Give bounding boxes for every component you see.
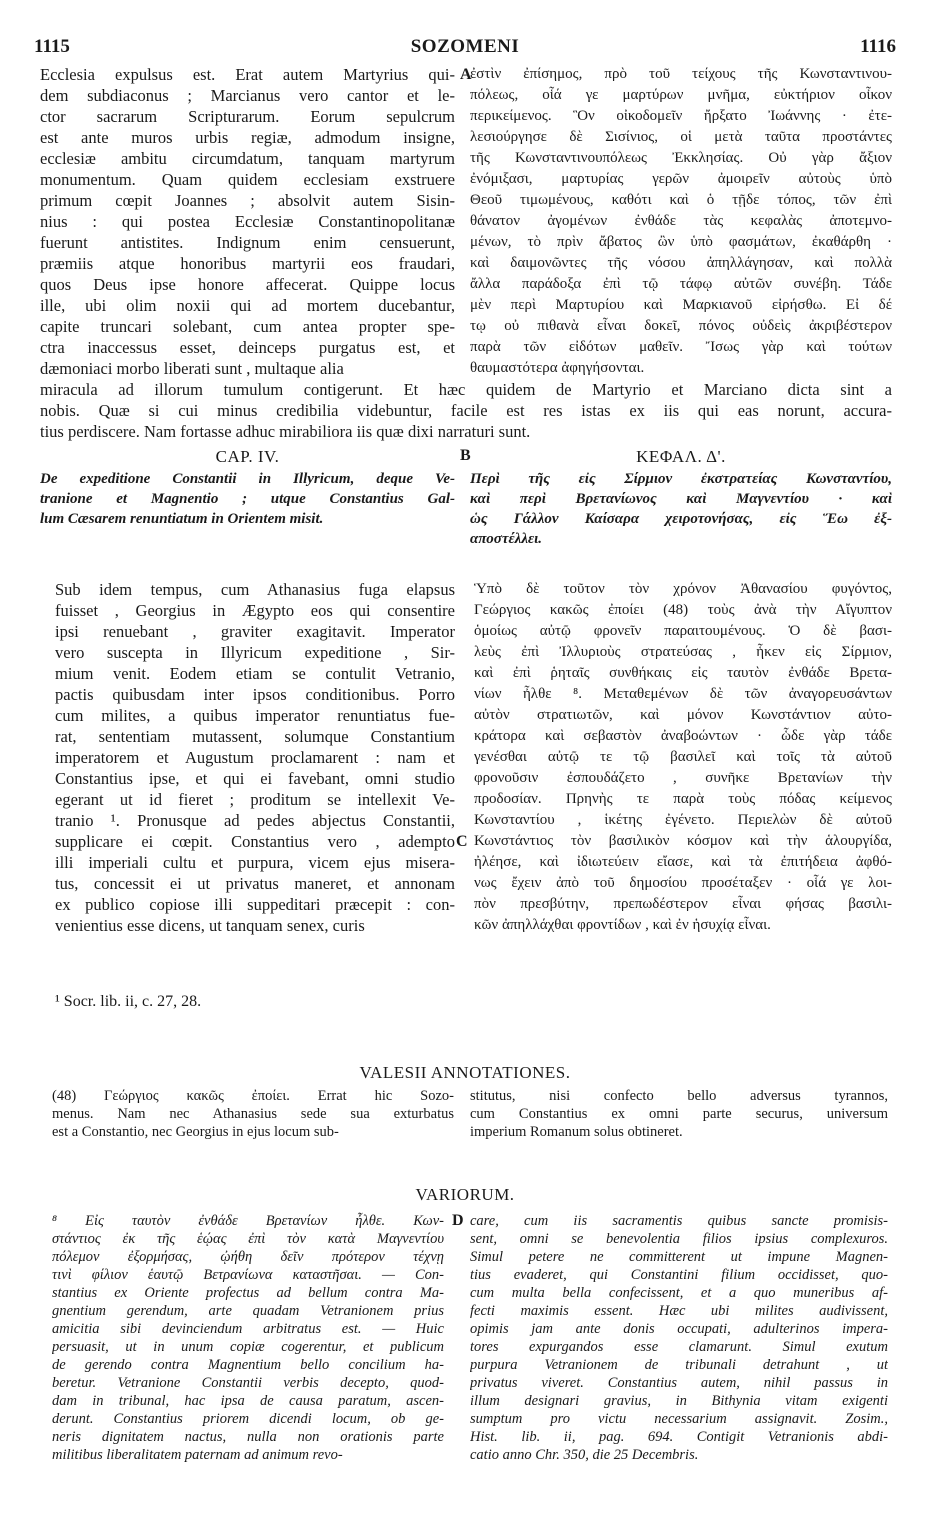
variorum-right-column-line: sumptum pro victu necessarium assignavit. Zosim., xyxy=(470,1411,888,1427)
latin-top-column-line: ecclesiæ ambitu circumdatum, tanquam martyrum xyxy=(40,149,455,168)
valesii-right-column-line: cum Constantius ex omni parte securus, universum xyxy=(470,1106,888,1122)
latin-top-column-line: primum cœpit Joannes ; absolvit autem Sisin- xyxy=(40,191,455,210)
greek-top-column-line: θαυμαστότερα ἀφηγήσονται. xyxy=(470,360,645,376)
valesii-right-column-line: imperium Romanum solus obtineret. xyxy=(470,1124,683,1140)
greek-chapter-body-line: Γεώργιος κακῶς ἐποίει (48) τοὺς ἀνὰ τὴν Αἴγυπτον xyxy=(474,602,892,618)
variorum-right-column-line: Hist. lib. ii, pag. 694. Contigit Vetranionis abdi- xyxy=(470,1429,888,1445)
latin-chapter-body-line: ex publico copiose illi suppeditari præcepit : con- xyxy=(55,895,455,914)
latin-chapter-body-line: imperatorem et Augustum proclamarent : nam et xyxy=(55,748,455,767)
variorum-right-column-line: Simul petere ne committerent ut impune Magnen- xyxy=(470,1249,888,1265)
latin-chapter-body-line: cum milites, a quibus imperator renuntiatus fue- xyxy=(55,706,455,725)
variorum-left-column-line: neris dignitatem nactus, nulla non orationis parte xyxy=(52,1429,444,1445)
greek-chapter-body-line: καὶ ἐπὶ ῥηταῖς συνθήκαις εἰς ταυτὸν ἐνθάδε Βρετα- xyxy=(474,665,892,681)
page-title: SOZOMENI xyxy=(410,36,520,57)
variorum-right-column-line: privatus viveret. Constantius autem, nihil passus in xyxy=(470,1375,888,1391)
greek-chapter-body-line: ἠλέησε, καὶ ἰδιωτεύειν εἴασε, καὶ τὰ ἐπιτήδεια ἀφθό- xyxy=(474,854,892,870)
variorum-right-column-line: tius evaderet, qui Constantini filium occidisset, quo- xyxy=(470,1267,888,1283)
variorum-left-column-line: amicitia sibi devinciendum arbitratus est. — Huic xyxy=(52,1321,444,1337)
valesii-annotationes-title: VALESII ANNOTATIONES. xyxy=(359,1063,571,1082)
greek-chapter-subtitle-line: καὶ περὶ Βρετανίωνος καὶ Μαγνεντίου · καὶ xyxy=(470,491,892,507)
greek-top-column-line: πόλεως, οἷά γε μαρτύρων μνῆμα, εὐκτήριον οἶκον xyxy=(470,87,892,103)
variorum-right-column-line: sent, omni se benevolentia filios ipsius complexuros. xyxy=(470,1231,888,1247)
latin-top-column-line: est ante muros urbis regiæ, admodum insigne, xyxy=(40,128,455,147)
greek-chapter-body-line: κράτορα καὶ σεβαστὸν ἀναβοώντων · ὧδε γὰρ τάδε xyxy=(474,728,892,744)
greek-top-column-line: μένων, τὸ πρὶν ἄβατος ὢν ὑπὸ φασμάτων, ἐκαθάρθη · xyxy=(470,234,892,250)
latin-chapter-body-line: pactis quibusdam inter ipsos conditionibus. Porro xyxy=(55,685,455,704)
greek-top-column-line: μὲν περὶ Μαρτυρίου καὶ Μαρκιανοῦ εἰρήσθω. Εἰ δέ xyxy=(470,297,892,313)
greek-top-column-line: τῆς Κωνσταντινουπόλεως Ἐκκλησίας. Οὐ γὰρ ἄξιον xyxy=(470,150,892,166)
margin-marker-c: C xyxy=(456,833,468,850)
latin-chapter-body xyxy=(55,579,455,936)
greek-chapter-body-line: πὸν πρεσβύτην, πρεπωδέστερον εἶναι φήσας βασιλι- xyxy=(474,896,892,912)
greek-top-column-line: παρὰ τῶν εἰδότων μαθεῖν. Ἴσως γὰρ καὶ τούτων xyxy=(470,339,892,355)
valesii-right-column-line: stitutus, nisi confecto bello adversus tyrannos, xyxy=(470,1088,888,1104)
running-header xyxy=(34,36,896,58)
latin-top-column-line: nius : qui postea Ecclesiæ Constantinopolitanæ xyxy=(40,212,455,231)
greek-chapter-subtitle-line: Περὶ τῆς εἰς Σίρμιον ἐκστρατείας Κωνσταντίου, xyxy=(470,471,892,487)
latin-top-column-line: capite truncari solebant, cum antea propter spe- xyxy=(40,317,455,336)
latin-chapter-body-line: mium venit. Eodem etiam se contulit Vetranio, xyxy=(55,664,455,683)
greek-top-column-line: ἐστὶν ἐπίσημος, πρὸ τοῦ τείχους τῆς Κωνσταντινου- xyxy=(470,66,892,82)
greek-chapter-subtitle-line: αποστέλλει. xyxy=(470,531,543,547)
valesii-left-column-line: (48) Γεώργιος κακῶς ἐποίει. Errat hic Sozo- xyxy=(52,1088,454,1104)
latin-chapter-body-line: Sub idem tempus, cum Athanasius fuga elapsus xyxy=(55,580,455,599)
page-number-right: 1116 xyxy=(860,36,896,57)
greek-chapter-body-line: λεὺς ἐπὶ Ἰλλυριοὺς στρατεύσας , ἧκεν εἰς Σίρμιον, xyxy=(474,644,892,660)
greek-chapter-body-line: προδοσίαν. Πρηνὴς τε παρὰ τοὺς πόδας κείμενος xyxy=(474,791,892,807)
variorum-right-column xyxy=(470,1212,888,1464)
greek-top-column-line: καὶ δαιμονῶντες τῆς νόσου ἀπηλλάγησαν, καὶ πολλὰ xyxy=(470,255,892,271)
greek-top-column xyxy=(470,64,892,379)
variorum-left-column-line: beretur. Vetranione Constantii verbis decepto, quod- xyxy=(52,1375,444,1391)
variorum-left-column-line: πόλεμον ἐξορμήσας, ᾠήθη δεῖν πρότερον τέχνῃ xyxy=(52,1249,444,1265)
latin-chapter-body-line: illi imperiali cultu et purpura, vicem ejus misera- xyxy=(55,853,455,872)
variorum-left-column xyxy=(52,1212,444,1464)
greek-top-column-line: Θεοῦ τιμωμένους, καθότι καὶ ὁ τῇδε τόπος, τῶν ἐπὶ xyxy=(470,192,892,208)
latin-chapter-body-line: Constantius ipse, et qui ei favebant, omni studio xyxy=(55,769,455,788)
variorum-left-column-line: gnentium gerendum, arte quadam Vetranionem prius xyxy=(52,1303,444,1319)
variorum-right-column-line: care, cum iis sacramentis quibus sancte promisis- xyxy=(470,1213,888,1229)
margin-marker-a: A xyxy=(460,66,472,83)
latin-chapter-subtitle-line: tranione et Magnentio ; utque Constantius Gal- xyxy=(40,491,455,507)
variorum-left-column-line: persuasit, ut in unum copiæ cogerentur, et publicum xyxy=(52,1339,444,1355)
valesii-right-column xyxy=(470,1087,888,1141)
variorum-right-column-line: tores expurgandos esse clamarunt. Simul exutum xyxy=(470,1339,888,1355)
latin-chapter-body-line: rat, sententiam mutassent, solumque Constantium xyxy=(55,727,455,746)
latin-chapter-subtitle-line: De expeditione Constantii in Illyricum, deque Ve- xyxy=(40,471,455,487)
variorum-right-column-line: catio anno Chr. 350, die 25 Decembris. xyxy=(470,1447,699,1463)
latin-full-width-paragraph-line: nobis. Quæ si cui minus credibilia videbuntur, facile est res istas ex iis qui eas norunt, accura- xyxy=(40,401,892,420)
latin-chapter-body-line: fuisset , Georgius in Ægypto eos qui consentire xyxy=(55,601,455,620)
latin-chapter-body-line: ipsi renuebant , graviter exagitavit. Imperator xyxy=(55,622,455,641)
variorum-right-column-line: illum designari gravius, in Bithynia vitam exigenti xyxy=(470,1393,888,1409)
greek-chapter-body-line: φρονοῦσιν ἐσπουδάζετο , συνῆκε Βρετανίων τὴν xyxy=(474,770,892,786)
latin-top-column-line: ille, ubi olim noxii qui ad mortem ducebantur, xyxy=(40,296,455,315)
greek-top-column-line: ἄλλα παράδοξα ἐπὶ τῷ τάφῳ αὐτῶν συνέβη. Τάδε xyxy=(470,276,892,292)
greek-chapter-body-line: Κωνσταντίου , ἱκέτης ἐγένετο. Περιελὼν δὲ αὐτοῦ xyxy=(474,812,892,828)
latin-top-column-line: fuerunt antistites. Indignum enim censuerunt, xyxy=(40,233,455,252)
greek-chapter-body-line: αὐτὸν στρατιωτῶν, καὶ μόνον Κωνστάντιον αὐτο- xyxy=(474,707,892,723)
variorum-right-column-line: cum multa bella confecissent, et a quo muneribus af- xyxy=(470,1285,888,1301)
variorum-left-column-line: stantius ex Oriente profectus ad bellum contra Ma- xyxy=(52,1285,444,1301)
greek-chapter-body-line: νως ἔχειν ἀπὸ τοῦ δημοσίου προσέταξεν · οἷά γε λοι- xyxy=(474,875,892,891)
margin-marker-b: B xyxy=(460,447,471,464)
variorum-right-column-line: fecti maximis essent. Hæc ubi milites audivissent, xyxy=(470,1303,888,1319)
latin-full-width-paragraph-line: tius perdiscere. Nam fortasse adhuc mirabiliora iis quæ dixi narraturi sunt. xyxy=(40,422,531,441)
variorum-right-column-line: purpura Vetranionem de tribunali detrahunt , ut xyxy=(470,1357,888,1373)
greek-top-column-line: θάνατον ἀγομένων ἐνθάδε τὰς κεφαλὰς ἀποτεμνο- xyxy=(470,213,892,229)
margin-marker-d: D xyxy=(452,1212,464,1229)
latin-chapter-body-line: tranio ¹. Pronusque ad pedes abjectus Constantii, xyxy=(55,811,455,830)
latin-full-width-paragraph xyxy=(40,379,892,442)
latin-full-width-paragraph-line: miracula ad illorum tumulum contigerunt. Et hæc quidem de Martyrio et Marciano dicta sint a xyxy=(40,380,892,399)
variorum-title: VARIORUM. xyxy=(415,1185,515,1204)
latin-chapter-subtitle xyxy=(40,469,455,529)
latin-chapter-body-line: tus, concessit ei ut privatus maneret, et annonam xyxy=(55,874,455,893)
latin-top-column-line: dem subdiaconus ; Marcianus vero cantor et le- xyxy=(40,86,455,105)
greek-chapter-body xyxy=(474,579,892,936)
latin-top-column-line: ctor sacrarum Scripturarum. Eorum sepulcrum xyxy=(40,107,455,126)
valesii-left-column-line: est a Constantio, nec Georgius in ejus locum sub- xyxy=(52,1124,339,1140)
variorum-left-column-line: στάντιος ἐκ τῆς ἑῴας ἐπὶ τὸν κατὰ Μαγνεντίου xyxy=(52,1231,444,1247)
greek-chapter-body-line: κῶν ἀπηλλάχθαι φροντίδων , καὶ ἐν ἡσυχίᾳ εἶναι. xyxy=(474,917,771,933)
page-number-left: 1115 xyxy=(34,36,70,57)
greek-top-column-line: τῳ οὐ πιθανὰ εἶναι δοκεῖ, πόνος οὐδεὶς ἀκριβέστερον xyxy=(470,318,892,334)
valesii-left-column-line: menus. Nam nec Athanasius sede sua exturbatus xyxy=(52,1106,454,1122)
latin-top-column-line: dæmoniaci morbo liberati sunt , multaque alia xyxy=(40,359,344,378)
variorum-left-column-line: de gerendo contra Magnentium bello concilium ha- xyxy=(52,1357,444,1373)
variorum-right-column-line: opimis jam ante donis occupati, adulterinos impera- xyxy=(470,1321,888,1337)
greek-chapter-body-line: Κωνστάντιος τὸν βασιλικὸν κόσμον καὶ τὴν ἁλουργίδα, xyxy=(474,833,892,849)
greek-chapter-body-line: γενέσθαι αὐτῷ τε τῷ βασιλεῖ καὶ τοῖς τὰ αὐτοῦ xyxy=(474,749,892,765)
greek-top-column-line: λεσιούργησε δὲ Σισίνιος, οἱ μετὰ ταῦτα προστάντες xyxy=(470,129,892,145)
greek-chapter-title: ΚΕΦΑΛ. Δ'. xyxy=(636,447,726,466)
greek-chapter-body-line: νίων ἦλθε ⁸. Μεταθεμένων δὲ τῶν ἀναγορευσάντων xyxy=(474,686,892,702)
greek-chapter-subtitle xyxy=(470,469,892,549)
latin-chapter-body-line: egerant ut id fieret ; proditum se intellexit Ve- xyxy=(55,790,455,809)
latin-top-column-line: ctra inaccessus esset, deinceps purgatus est, et xyxy=(40,338,455,357)
latin-top-column-line: Ecclesia expulsus est. Erat autem Martyrius qui- xyxy=(40,65,455,84)
variorum-left-column-line: derunt. Constantius priorem dicendi locum, ob ge- xyxy=(52,1411,444,1427)
greek-chapter-body-line: ὁμοίως αὐτῷ φρονεῖν παραιτουμένους. Ὁ δὲ βασι- xyxy=(474,623,892,639)
latin-top-column-line: quos Deus ipse honore affecerat. Quippe locus xyxy=(40,275,455,294)
variorum-left-column-line: τινὶ φίλιον ἑαυτῷ Βετρανίωνα καταστῆσαι. — Con- xyxy=(52,1267,444,1283)
latin-chapter-body-line: vero suscepta in Illyricum expeditione , Sir- xyxy=(55,643,455,662)
greek-chapter-subtitle-line: ὡς Γάλλον Καίσαρα χειροτονήσας, εἰς Ἕω ἐξ- xyxy=(470,511,892,527)
latin-footnote: ¹ Socr. lib. ii, c. 27, 28. xyxy=(55,993,202,1010)
greek-top-column-line: περικείμενος. Ὃν οἰκοδομεῖν ἤρξατο Ἰωάννης · ἐτε- xyxy=(470,108,892,124)
variorum-left-column-line: ⁸ Εἰς ταυτὸν ἐνθάδε Βρετανίων ἦλθε. Κων- xyxy=(52,1213,444,1229)
latin-chapter-body-line: supplicare ei cœpit. Constantius vero , adempto xyxy=(55,832,455,851)
latin-top-column-line: monumentum. Quam quidem ecclesiam exstruere xyxy=(40,170,455,189)
variorum-left-column-line: militibus liberalitatem paternam ad animum revo- xyxy=(52,1447,343,1463)
latin-chapter-title: CAP. IV. xyxy=(215,447,280,466)
greek-top-column-line: ἐνόμιξασι, μαρτυρίας γερῶν ἀμοιρεῖν αὐτοὺς ὑπὸ xyxy=(470,171,892,187)
latin-chapter-subtitle-line: lum Cæsarem renuntiatum in Orientem misit. xyxy=(40,511,324,527)
valesii-left-column xyxy=(52,1087,454,1141)
latin-top-column xyxy=(40,64,455,379)
latin-chapter-body-line: venientius esse dicens, ut tanquam senex, curis xyxy=(55,916,365,935)
latin-top-column-line: præmiis atque honoribus martyrii eos fraudari, xyxy=(40,254,455,273)
greek-chapter-body-line: Ὑπὸ δὲ τοῦτον τὸν χρόνον Ἀθανασίου φυγόντος, xyxy=(474,581,892,597)
variorum-left-column-line: dam in tribunal, hac ipsa de causa paratum, ascen- xyxy=(52,1393,444,1409)
